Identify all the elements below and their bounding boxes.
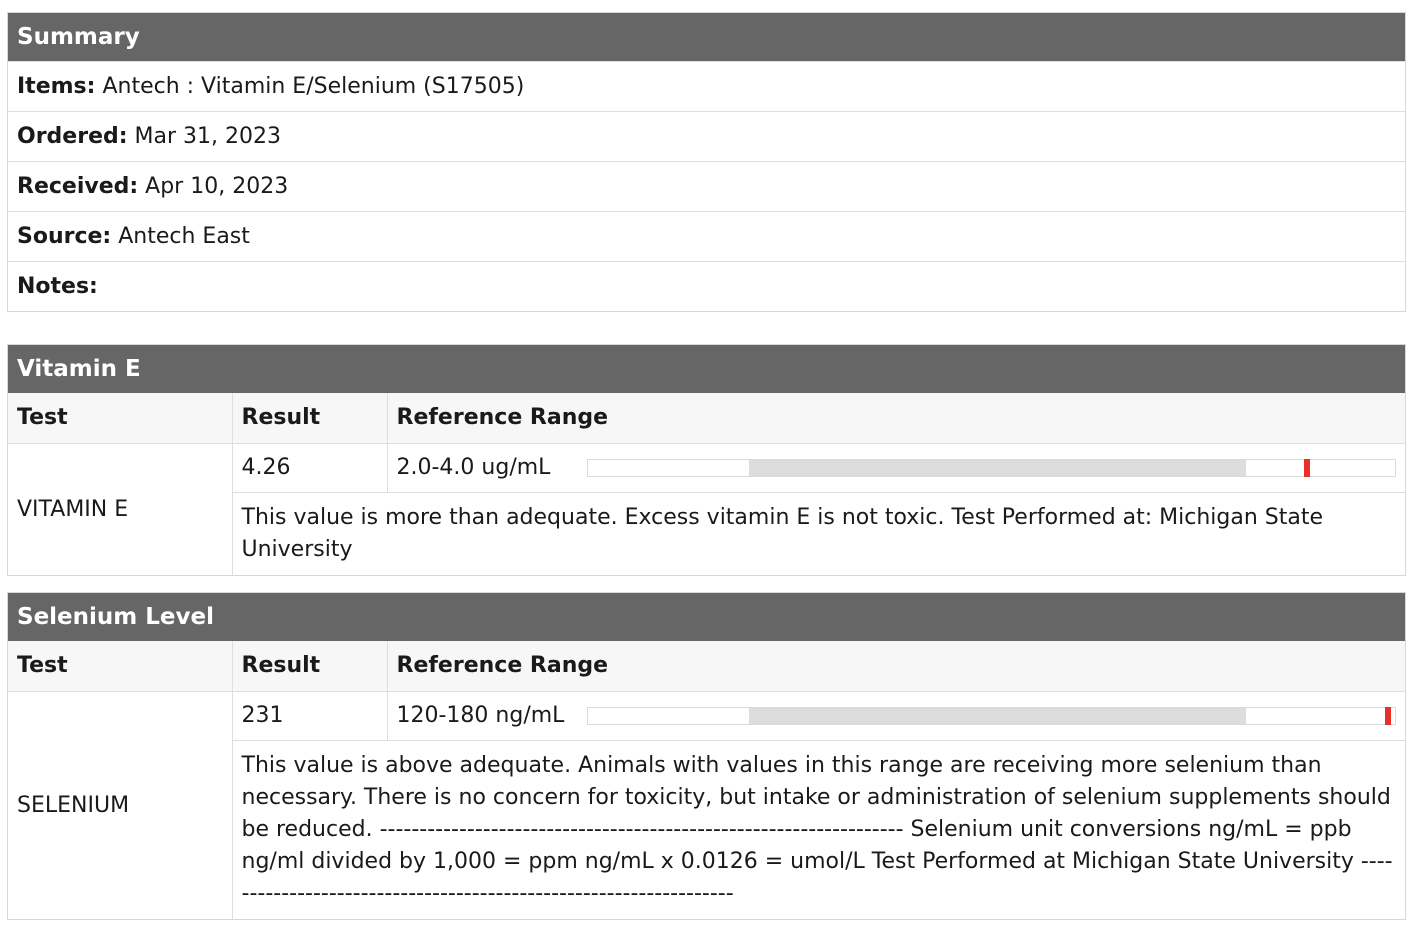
normal-range-band xyxy=(749,708,1246,724)
vitamin-e-panel xyxy=(7,344,1406,576)
col-result-header: Result xyxy=(232,393,387,443)
ordered-row xyxy=(8,111,1405,161)
col-test-header: Test xyxy=(8,393,232,443)
vitamin-e-range-cell xyxy=(387,443,1405,492)
vitamin-e-title: Vitamin E xyxy=(8,345,1405,393)
col-range-header: Reference Range xyxy=(387,393,1405,443)
selenium-table xyxy=(8,641,1405,919)
selenium-result-row xyxy=(8,691,1405,740)
items-value: Antech : Vitamin E/Selenium (S17505) xyxy=(95,74,525,99)
source-value: Antech East xyxy=(111,224,250,249)
vitamin-e-test-name: VITAMIN E xyxy=(8,443,232,575)
ordered-label: Ordered: xyxy=(17,124,128,149)
received-label: Received: xyxy=(17,174,139,199)
normal-range-band xyxy=(749,460,1246,476)
source-label: Source: xyxy=(17,224,112,249)
vitamin-e-result: 4.26 xyxy=(232,443,387,492)
selenium-range-bar xyxy=(587,707,1397,725)
ordered-value: Mar 31, 2023 xyxy=(127,124,282,149)
selenium-title: Selenium Level xyxy=(8,593,1405,641)
notes-label: Notes: xyxy=(17,274,98,299)
col-range-header: Reference Range xyxy=(387,641,1405,691)
vitamin-e-range-bar xyxy=(587,459,1397,477)
result-marker xyxy=(1385,707,1391,725)
selenium-note: This value is above adequate. Animals with values in this range are receiving more selenium than necessary. There is no concern for toxicity, but intake or administration of selenium supplements should be reduced. ------------------------------------------------------------------ Selenium unit conversions ng/mL = ppb ng/ml divided by 1,000 = ppm ng/mL x 0.0126 = umol/L Test Performed at Michigan State University ------------------------------------------------------------------ xyxy=(232,740,1405,919)
col-test-header: Test xyxy=(8,641,232,691)
selenium-range-text: 120-180 ng/mL xyxy=(396,703,565,728)
selenium-test-name: SELENIUM xyxy=(8,691,232,919)
received-row xyxy=(8,161,1405,211)
selenium-panel xyxy=(7,592,1406,920)
selenium-result: 231 xyxy=(232,691,387,740)
col-result-header: Result xyxy=(232,641,387,691)
summary-title: Summary xyxy=(8,13,1405,61)
received-value: Apr 10, 2023 xyxy=(138,174,289,199)
vitamin-e-table xyxy=(8,393,1405,575)
vitamin-e-note: This value is more than adequate. Excess vitamin E is not toxic. Test Performed at: Michigan State University xyxy=(232,492,1405,575)
selenium-header-row xyxy=(8,641,1405,691)
vitamin-e-header-row xyxy=(8,393,1405,443)
summary-panel xyxy=(7,12,1406,312)
items-row xyxy=(8,61,1405,111)
vitamin-e-range-text: 2.0-4.0 ug/mL xyxy=(396,455,551,480)
items-label: Items: xyxy=(17,74,96,99)
selenium-range-cell xyxy=(387,691,1405,740)
notes-row xyxy=(8,261,1405,311)
vitamin-e-result-row xyxy=(8,443,1405,492)
result-marker xyxy=(1304,459,1310,477)
source-row xyxy=(8,211,1405,261)
